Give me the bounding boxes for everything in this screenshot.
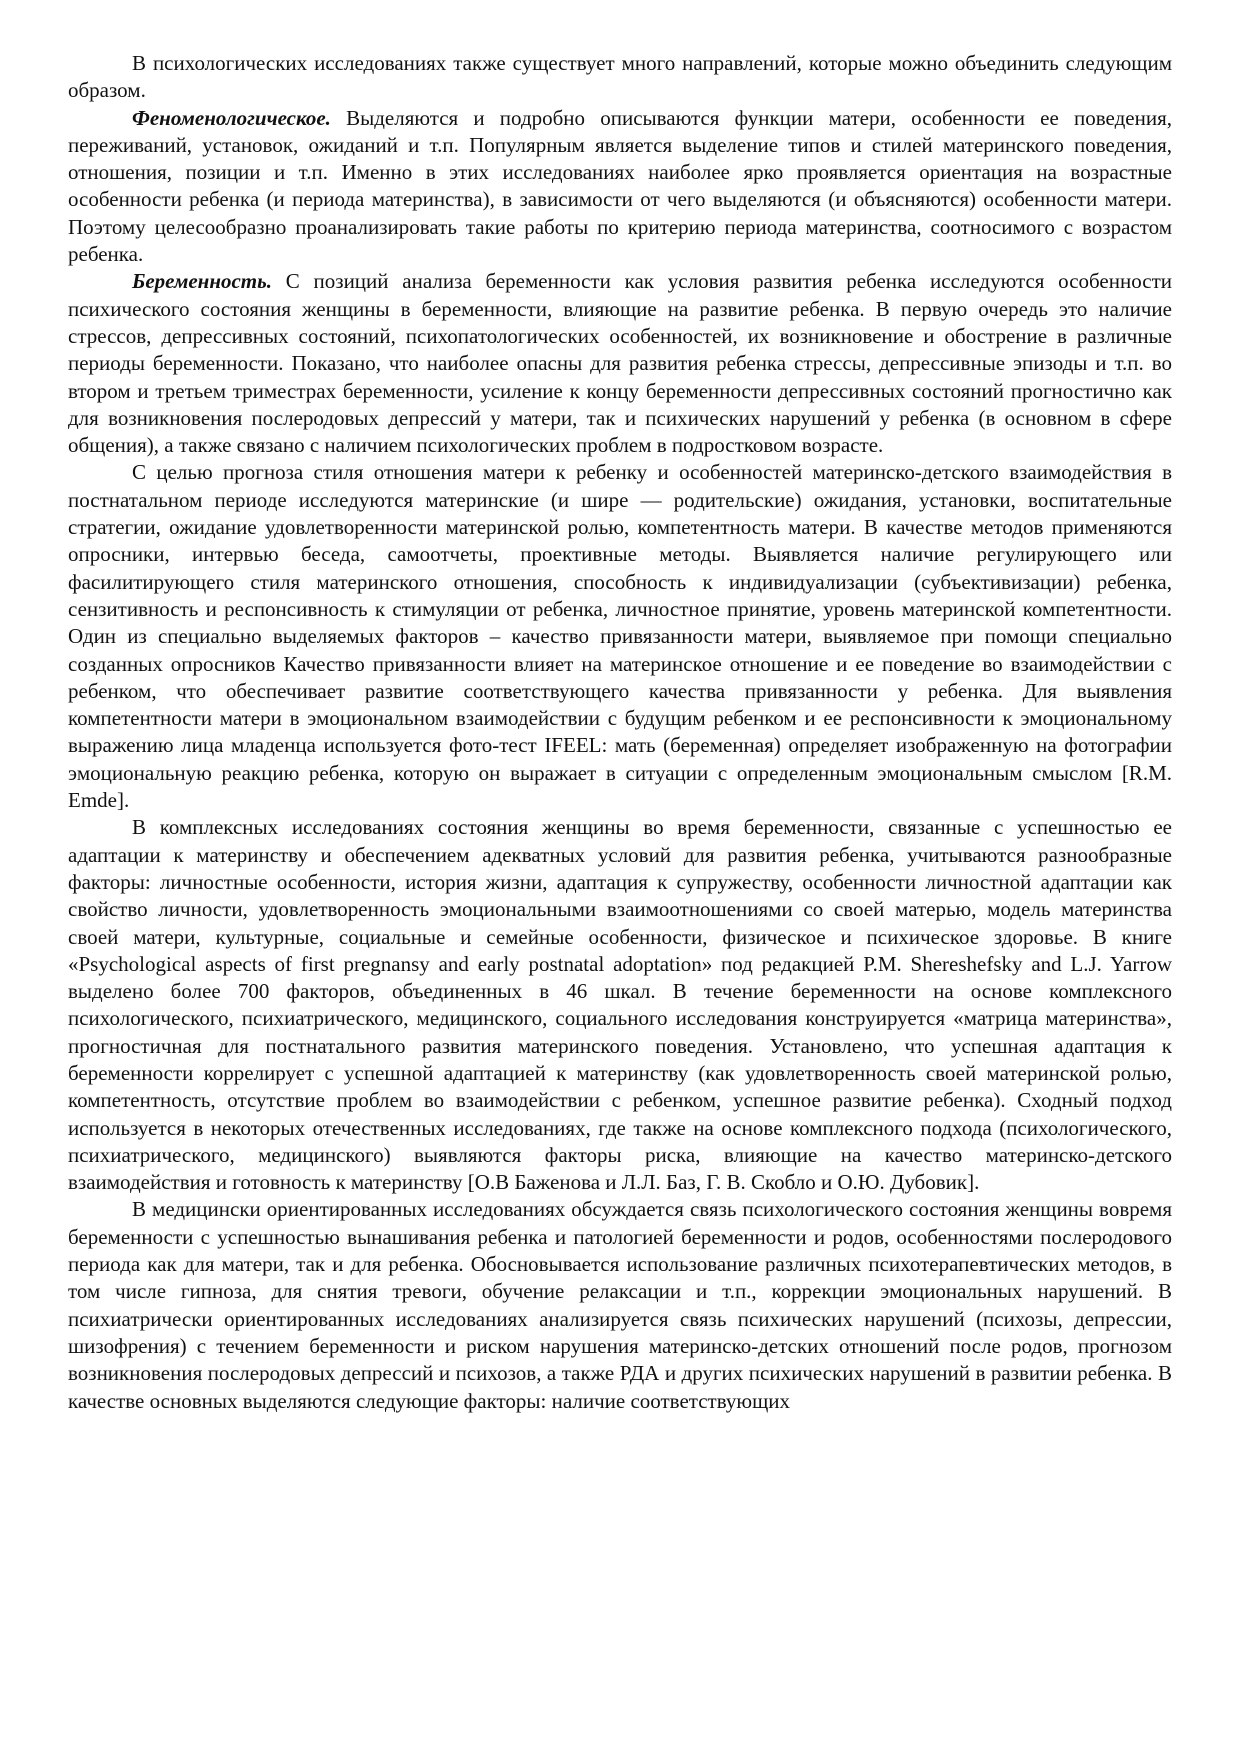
paragraph-text: Выделяются и подробно описываются функции матери, особенности ее поведения, переживаний, установок, ожиданий и т.п. Популярным является выделение типов и стилей материнского поведения, отношения, позиции и т.п. Именно в этих исследованиях наиболее ярко проявляется ориентация на возрастные особенности ребенка (и периода материнства), в зависимости от чего выделяются (и объясняются) особенности матери. Поэтому целесообразно проанализировать такие работы по критерию периода материнства, соотносимого с возрастом ребенка.	[68, 105, 1172, 267]
paragraph-complex-studies	[68, 814, 1172, 1196]
document-page	[68, 50, 1172, 1415]
paragraph-phenomenological	[68, 105, 1172, 269]
paragraph-text: С позиций анализа беременности как условия развития ребенка исследуются особенности психического состояния женщины в беременности, влияющие на развитие ребенка. В первую очередь это наличие стрессов, депрессивных состояний, психопатологических особенностей, их возникновение и обострение в различные периоды беременности. Показано, что наиболее опасны для развития ребенка стрессы, депрессивные эпизоды и т.п. во втором и третьем триместрах беременности, усиление к концу беременности депрессивных состояний прогностично как для возникновения послеродовых депрессий у матери, так и психических нарушений у ребенка (в основном в сфере общения), а также связано с наличием психологических проблем в подростковом возрасте.	[68, 269, 1172, 458]
paragraph-intro	[68, 50, 1172, 105]
paragraph-text: В медицински ориентированных исследованиях обсуждается связь психологического состояния женщины вовремя беременности с успешностью вынашивания ребенка и патологией беременности и родов, особенностями послеродового периода как для матери, так и для ребенка. Обосновывается использование различных психотерапевтических методов, в том числе гипноза, для снятия тревоги, обучение релаксации и т.п., коррекции эмоциональных нарушений. В психиатрически ориентированных исследованиях анализируется связь психических нарушений (психозы, депрессии, шизофрения) с течением беременности и риском нарушения материнско-детских отношений после родов, прогнозом возникновения послеродовых депрессий и психозов, а также РДА и других психических нарушений в развитии ребенка. В качестве основных выделяются следующие факторы: наличие соответствующих	[68, 1197, 1172, 1413]
paragraph-pregnancy	[68, 268, 1172, 459]
paragraph-lead-heading: Феноменологическое.	[132, 105, 331, 130]
paragraph-prognosis	[68, 459, 1172, 814]
paragraph-lead-heading: Беременность.	[132, 269, 272, 294]
paragraph-text: В комплексных исследованиях состояния женщины во время беременности, связанные с успешностью ее адаптации к материнству и обеспечением адекватных условий для развития ребенка, учитываются разнообразные факторы: личностные особенности, история жизни, адаптация к супружеству, особенности личностной адаптации как свойство личности, удовлетворенность эмоциональными взаимоотношениями со своей матерью, модель материнства своей матери, культурные, социальные и семейные особенности, физическое и психическое здоровье. В книге «Psychological aspects of first pregnansy and early postnatal adoptation» под редакцией P.M. Shereshefsky and L.J. Yarrow выделено более 700 факторов, объединенных в 46 шкал. В течение беременности на основе комплексного психологического, психиатрического, медицинского, социального исследования конструируется «матрица материнства», прогностичная для постнатального развития материнского поведения. Установлено, что успешная адаптация к беременности коррелирует с успешной адаптацией к материнству (как удовлетворенность своей материнской ролью, компетентность, отсутствие проблем во взаимодействии с ребенком, успешное развитие ребенка). Сходный подход используется в некоторых отечественных исследованиях, где также на основе комплексного подхода (психологического, психиатрического, медицинского) выявляются факторы риска, влияющие на качество материнско-детского взаимодействия и готовность к материнству [О.В Баженова и Л.Л. Баз, Г. В. Скобло и О.Ю. Дубовик].	[68, 815, 1172, 1195]
paragraph-text: С целью прогноза стиля отношения матери к ребенку и особенностей материнско-детского взаимодействия в постнатальном периоде исследуются материнские (и шире — родительские) ожидания, установки, воспитательные стратегии, ожидание удовлетворенности материнской ролью, компетентность матери. В качестве методов применяются опросники, интервью беседа, самоотчеты, проективные методы. Выявляется наличие регулирующего или фасилитирующего стиля материнского отношения, способность к индивидуализации (субъективизации) ребенка, сензитивность и респонсивность к стимуляции от ребенка, личностное принятие, уровень материнской компетентности. Один из специально выделяемых факторов – качество привязанности матери, выявляемое при помощи специально созданных опросников Качество привязанности влияет на материнское отношение и ее поведение во взаимодействии с ребенком, что обеспечивает развитие соответствующего качества привязанности у ребенка. Для выявления компетентности матери в эмоциональном взаимодействии с будущим ребенком и ее респонсивности к эмоциональному выражению лица младенца используется фото-тест IFEEL: мать (беременная) определяет изображенную на фотографии эмоциональную реакцию ребенка, которую он выражает в ситуации с определенным эмоциональным смыслом [R.M. Emde].	[68, 460, 1172, 813]
paragraph-text: В психологических исследованиях также существует много направлений, которые можно объединить следующим образом.	[68, 51, 1172, 103]
paragraph-medical-studies	[68, 1196, 1172, 1414]
